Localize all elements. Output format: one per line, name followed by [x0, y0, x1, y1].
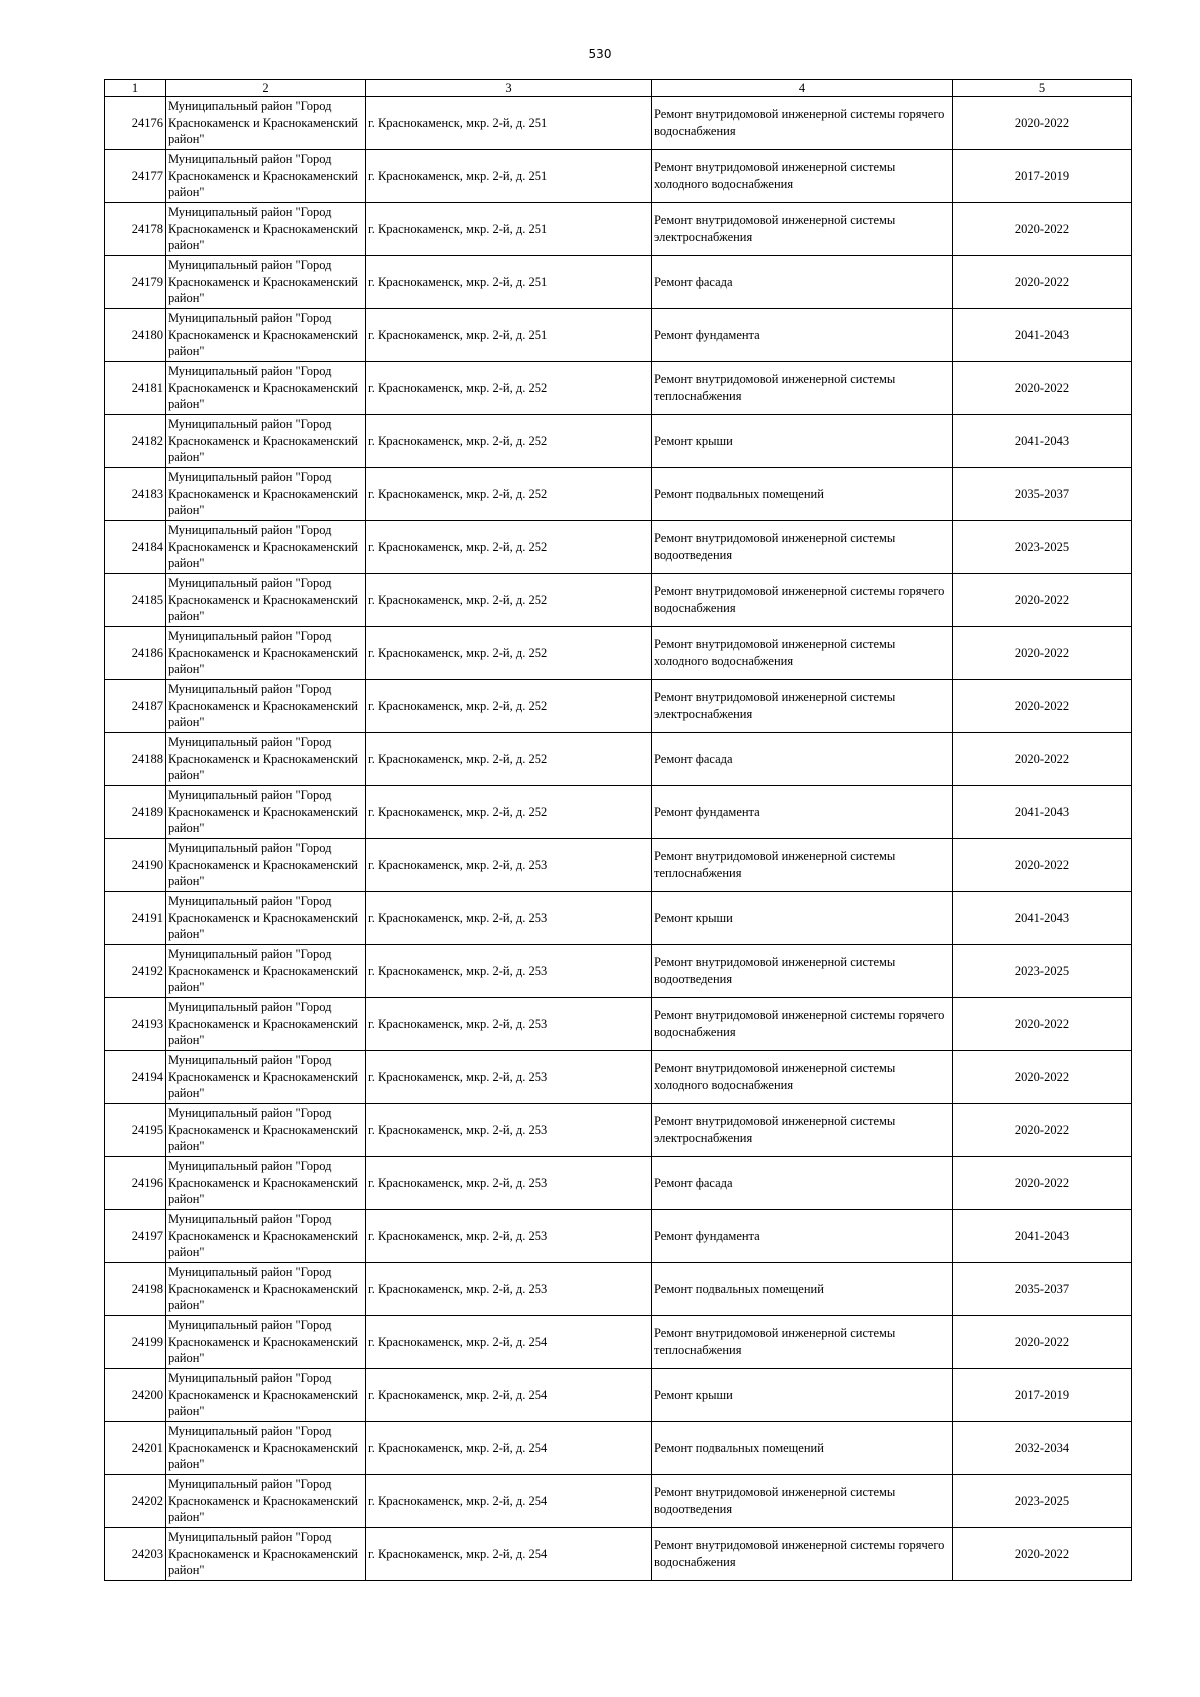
work-type-cell: Ремонт крыши [652, 1369, 953, 1422]
period-cell: 2032-2034 [953, 1422, 1132, 1475]
table-row [105, 362, 1132, 415]
row-number: 24194 [105, 1051, 166, 1104]
row-number: 24176 [105, 97, 166, 150]
municipality-cell: Муниципальный район "Город Краснокаменск и Краснокаменский район" [166, 1528, 366, 1581]
address-cell: г. Краснокаменск, мкр. 2-й, д. 253 [366, 1210, 652, 1263]
address-cell: г. Краснокаменск, мкр. 2-й, д. 251 [366, 256, 652, 309]
work-type-cell: Ремонт фасада [652, 256, 953, 309]
row-number: 24181 [105, 362, 166, 415]
work-type-cell: Ремонт внутридомовой инженерной системы теплоснабжения [652, 1316, 953, 1369]
address-cell: г. Краснокаменск, мкр. 2-й, д. 252 [366, 521, 652, 574]
work-type-cell: Ремонт внутридомовой инженерной системы горячего водоснабжения [652, 1528, 953, 1581]
table-row [105, 1104, 1132, 1157]
table-row [105, 1475, 1132, 1528]
work-type-cell: Ремонт внутридомовой инженерной системы водоотведения [652, 521, 953, 574]
period-cell: 2020-2022 [953, 362, 1132, 415]
period-cell: 2020-2022 [953, 256, 1132, 309]
row-number: 24195 [105, 1104, 166, 1157]
period-cell: 2020-2022 [953, 574, 1132, 627]
row-number: 24187 [105, 680, 166, 733]
row-number: 24200 [105, 1369, 166, 1422]
address-cell: г. Краснокаменск, мкр. 2-й, д. 251 [366, 203, 652, 256]
address-cell: г. Краснокаменск, мкр. 2-й, д. 252 [366, 574, 652, 627]
row-number: 24203 [105, 1528, 166, 1581]
header-col-4: 4 [652, 80, 953, 97]
table-row [105, 309, 1132, 362]
work-type-cell: Ремонт фасада [652, 733, 953, 786]
address-cell: г. Краснокаменск, мкр. 2-й, д. 253 [366, 945, 652, 998]
page-number: 530 [588, 47, 612, 61]
period-cell: 2020-2022 [953, 733, 1132, 786]
work-type-cell: Ремонт внутридомовой инженерной системы электроснабжения [652, 1104, 953, 1157]
work-type-cell: Ремонт подвальных помещений [652, 468, 953, 521]
work-type-cell: Ремонт подвальных помещений [652, 1263, 953, 1316]
municipality-cell: Муниципальный район "Город Краснокаменск и Краснокаменский район" [166, 1051, 366, 1104]
table-row [105, 203, 1132, 256]
period-cell: 2020-2022 [953, 1051, 1132, 1104]
work-type-cell: Ремонт подвальных помещений [652, 1422, 953, 1475]
row-number: 24180 [105, 309, 166, 362]
row-number: 24184 [105, 521, 166, 574]
row-number: 24182 [105, 415, 166, 468]
period-cell: 2020-2022 [953, 680, 1132, 733]
work-type-cell: Ремонт крыши [652, 892, 953, 945]
municipality-cell: Муниципальный район "Город Краснокаменск и Краснокаменский район" [166, 627, 366, 680]
municipality-cell: Муниципальный район "Город Краснокаменск и Краснокаменский район" [166, 1316, 366, 1369]
address-cell: г. Краснокаменск, мкр. 2-й, д. 253 [366, 1263, 652, 1316]
period-cell: 2020-2022 [953, 203, 1132, 256]
municipality-cell: Муниципальный район "Город Краснокаменск и Краснокаменский район" [166, 680, 366, 733]
municipality-cell: Муниципальный район "Город Краснокаменск и Краснокаменский район" [166, 892, 366, 945]
table-row [105, 256, 1132, 309]
address-cell: г. Краснокаменск, мкр. 2-й, д. 254 [366, 1316, 652, 1369]
table-row [105, 1210, 1132, 1263]
municipality-cell: Муниципальный район "Город Краснокаменск и Краснокаменский район" [166, 1475, 366, 1528]
work-type-cell: Ремонт фундамента [652, 786, 953, 839]
municipality-cell: Муниципальный район "Город Краснокаменск и Краснокаменский район" [166, 362, 366, 415]
table-body [105, 97, 1132, 1581]
table-header [105, 80, 1132, 97]
period-cell: 2020-2022 [953, 97, 1132, 150]
municipality-cell: Муниципальный район "Город Краснокаменск и Краснокаменский район" [166, 998, 366, 1051]
address-cell: г. Краснокаменск, мкр. 2-й, д. 253 [366, 1104, 652, 1157]
work-type-cell: Ремонт внутридомовой инженерной системы теплоснабжения [652, 362, 953, 415]
row-number: 24178 [105, 203, 166, 256]
header-col-3: 3 [366, 80, 652, 97]
address-cell: г. Краснокаменск, мкр. 2-й, д. 253 [366, 839, 652, 892]
municipality-cell: Муниципальный район "Город Краснокаменск и Краснокаменский район" [166, 203, 366, 256]
table-row [105, 1263, 1132, 1316]
period-cell: 2020-2022 [953, 998, 1132, 1051]
period-cell: 2020-2022 [953, 1104, 1132, 1157]
row-number: 24191 [105, 892, 166, 945]
municipality-cell: Муниципальный район "Город Краснокаменск и Краснокаменский район" [166, 415, 366, 468]
municipality-cell: Муниципальный район "Город Краснокаменск и Краснокаменский район" [166, 1422, 366, 1475]
period-cell: 2041-2043 [953, 415, 1132, 468]
table-row [105, 1316, 1132, 1369]
address-cell: г. Краснокаменск, мкр. 2-й, д. 252 [366, 733, 652, 786]
row-number: 24183 [105, 468, 166, 521]
work-type-cell: Ремонт внутридомовой инженерной системы холодного водоснабжения [652, 627, 953, 680]
municipality-cell: Муниципальный район "Город Краснокаменск и Краснокаменский район" [166, 1263, 366, 1316]
municipality-cell: Муниципальный район "Город Краснокаменск и Краснокаменский район" [166, 1104, 366, 1157]
row-number: 24189 [105, 786, 166, 839]
header-row [105, 80, 1132, 97]
work-type-cell: Ремонт внутридомовой инженерной системы теплоснабжения [652, 839, 953, 892]
address-cell: г. Краснокаменск, мкр. 2-й, д. 251 [366, 309, 652, 362]
period-cell: 2017-2019 [953, 150, 1132, 203]
table-row [105, 945, 1132, 998]
row-number: 24177 [105, 150, 166, 203]
work-type-cell: Ремонт внутридомовой инженерной системы горячего водоснабжения [652, 998, 953, 1051]
address-cell: г. Краснокаменск, мкр. 2-й, д. 253 [366, 892, 652, 945]
address-cell: г. Краснокаменск, мкр. 2-й, д. 252 [366, 627, 652, 680]
work-type-cell: Ремонт внутридомовой инженерной системы холодного водоснабжения [652, 150, 953, 203]
row-number: 24190 [105, 839, 166, 892]
work-type-cell: Ремонт внутридомовой инженерной системы холодного водоснабжения [652, 1051, 953, 1104]
address-cell: г. Краснокаменск, мкр. 2-й, д. 253 [366, 998, 652, 1051]
address-cell: г. Краснокаменск, мкр. 2-й, д. 254 [366, 1528, 652, 1581]
table-row [105, 1051, 1132, 1104]
municipality-cell: Муниципальный район "Город Краснокаменск и Краснокаменский район" [166, 733, 366, 786]
table-row [105, 786, 1132, 839]
table-row [105, 733, 1132, 786]
work-type-cell: Ремонт крыши [652, 415, 953, 468]
row-number: 24196 [105, 1157, 166, 1210]
period-cell: 2035-2037 [953, 1263, 1132, 1316]
work-type-cell: Ремонт внутридомовой инженерной системы водоотведения [652, 1475, 953, 1528]
row-number: 24185 [105, 574, 166, 627]
period-cell: 2020-2022 [953, 1316, 1132, 1369]
municipality-cell: Муниципальный район "Город Краснокаменск и Краснокаменский район" [166, 839, 366, 892]
municipality-cell: Муниципальный район "Город Краснокаменск и Краснокаменский район" [166, 1369, 366, 1422]
table-row [105, 839, 1132, 892]
municipality-cell: Муниципальный район "Город Краснокаменск и Краснокаменский район" [166, 786, 366, 839]
table-row [105, 998, 1132, 1051]
row-number: 24199 [105, 1316, 166, 1369]
row-number: 24192 [105, 945, 166, 998]
period-cell: 2041-2043 [953, 892, 1132, 945]
address-cell: г. Краснокаменск, мкр. 2-й, д. 252 [366, 415, 652, 468]
work-type-cell: Ремонт фундамента [652, 1210, 953, 1263]
address-cell: г. Краснокаменск, мкр. 2-й, д. 253 [366, 1157, 652, 1210]
row-number: 24186 [105, 627, 166, 680]
municipality-cell: Муниципальный район "Город Краснокаменск и Краснокаменский район" [166, 309, 366, 362]
table-row [105, 1422, 1132, 1475]
work-type-cell: Ремонт внутридомовой инженерной системы электроснабжения [652, 680, 953, 733]
work-type-cell: Ремонт внутридомовой инженерной системы водоотведения [652, 945, 953, 998]
address-cell: г. Краснокаменск, мкр. 2-й, д. 253 [366, 1051, 652, 1104]
table-row [105, 97, 1132, 150]
period-cell: 2035-2037 [953, 468, 1132, 521]
period-cell: 2041-2043 [953, 786, 1132, 839]
period-cell: 2020-2022 [953, 1157, 1132, 1210]
row-number: 24179 [105, 256, 166, 309]
municipality-cell: Муниципальный район "Город Краснокаменск и Краснокаменский район" [166, 1210, 366, 1263]
address-cell: г. Краснокаменск, мкр. 2-й, д. 252 [366, 362, 652, 415]
table-row [105, 1157, 1132, 1210]
municipality-cell: Муниципальный район "Город Краснокаменск и Краснокаменский район" [166, 468, 366, 521]
period-cell: 2041-2043 [953, 1210, 1132, 1263]
table-row [105, 150, 1132, 203]
period-cell: 2023-2025 [953, 945, 1132, 998]
header-col-2: 2 [166, 80, 366, 97]
row-number: 24202 [105, 1475, 166, 1528]
capital-repair-table [104, 79, 1132, 1581]
municipality-cell: Муниципальный район "Город Краснокаменск и Краснокаменский район" [166, 521, 366, 574]
table-row [105, 1369, 1132, 1422]
header-col-1: 1 [105, 80, 166, 97]
municipality-cell: Муниципальный район "Город Краснокаменск и Краснокаменский район" [166, 256, 366, 309]
table-row [105, 680, 1132, 733]
table-row [105, 1528, 1132, 1581]
work-type-cell: Ремонт внутридомовой инженерной системы электроснабжения [652, 203, 953, 256]
address-cell: г. Краснокаменск, мкр. 2-й, д. 252 [366, 786, 652, 839]
table-row [105, 627, 1132, 680]
header-col-5: 5 [953, 80, 1132, 97]
table-row [105, 521, 1132, 574]
row-number: 24198 [105, 1263, 166, 1316]
address-cell: г. Краснокаменск, мкр. 2-й, д. 254 [366, 1422, 652, 1475]
row-number: 24197 [105, 1210, 166, 1263]
period-cell: 2017-2019 [953, 1369, 1132, 1422]
work-type-cell: Ремонт фасада [652, 1157, 953, 1210]
table-row [105, 574, 1132, 627]
address-cell: г. Краснокаменск, мкр. 2-й, д. 252 [366, 468, 652, 521]
address-cell: г. Краснокаменск, мкр. 2-й, д. 252 [366, 680, 652, 733]
period-cell: 2041-2043 [953, 309, 1132, 362]
municipality-cell: Муниципальный район "Город Краснокаменск и Краснокаменский район" [166, 574, 366, 627]
address-cell: г. Краснокаменск, мкр. 2-й, д. 251 [366, 97, 652, 150]
work-type-cell: Ремонт фундамента [652, 309, 953, 362]
row-number: 24188 [105, 733, 166, 786]
row-number: 24193 [105, 998, 166, 1051]
period-cell: 2020-2022 [953, 627, 1132, 680]
municipality-cell: Муниципальный район "Город Краснокаменск и Краснокаменский район" [166, 97, 366, 150]
municipality-cell: Муниципальный район "Город Краснокаменск и Краснокаменский район" [166, 1157, 366, 1210]
work-type-cell: Ремонт внутридомовой инженерной системы горячего водоснабжения [652, 574, 953, 627]
period-cell: 2023-2025 [953, 521, 1132, 574]
work-type-cell: Ремонт внутридомовой инженерной системы горячего водоснабжения [652, 97, 953, 150]
municipality-cell: Муниципальный район "Город Краснокаменск и Краснокаменский район" [166, 150, 366, 203]
address-cell: г. Краснокаменск, мкр. 2-й, д. 254 [366, 1475, 652, 1528]
address-cell: г. Краснокаменск, мкр. 2-й, д. 254 [366, 1369, 652, 1422]
row-number: 24201 [105, 1422, 166, 1475]
address-cell: г. Краснокаменск, мкр. 2-й, д. 251 [366, 150, 652, 203]
table-row [105, 468, 1132, 521]
table-row [105, 415, 1132, 468]
period-cell: 2020-2022 [953, 1528, 1132, 1581]
table-row [105, 892, 1132, 945]
municipality-cell: Муниципальный район "Город Краснокаменск и Краснокаменский район" [166, 945, 366, 998]
period-cell: 2020-2022 [953, 839, 1132, 892]
period-cell: 2023-2025 [953, 1475, 1132, 1528]
